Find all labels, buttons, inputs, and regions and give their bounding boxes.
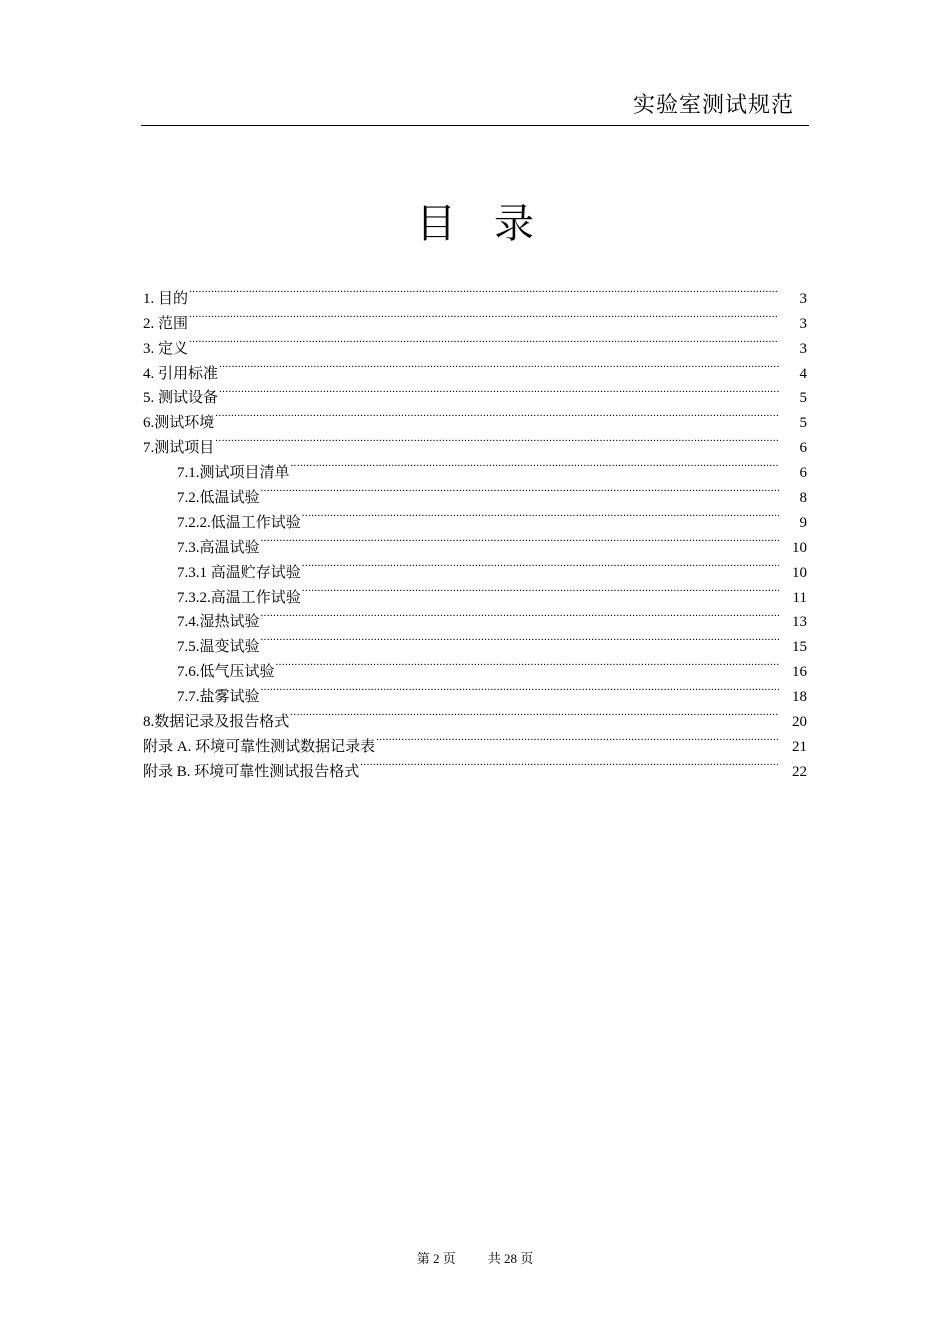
toc-dot-leader	[261, 626, 779, 651]
toc-dot-leader	[219, 353, 779, 378]
toc-entry-page: 9	[799, 514, 807, 531]
toc-heading	[0, 192, 950, 249]
toc-dot-leader	[189, 278, 779, 303]
toc-entry-label: 8.数据记录及报告格式	[143, 714, 290, 731]
toc-dot-leader	[219, 378, 779, 403]
toc-entry-label: 7.3.2.高温工作试验	[177, 589, 301, 606]
toc-entry-page: 5	[799, 390, 807, 407]
table-of-contents	[143, 278, 807, 780]
toc-entry-page: 6	[799, 465, 807, 482]
toc-entry-label: 6.测试环境	[143, 415, 215, 432]
toc-entry[interactable]	[143, 328, 807, 357]
toc-entry[interactable]	[143, 378, 807, 407]
toc-entry-label: 7.5.温变试验	[177, 639, 260, 656]
page-number: 第 2 页	[416, 1251, 456, 1266]
toc-dot-leader	[261, 676, 779, 701]
toc-entry-label: 1. 目的	[143, 290, 189, 307]
toc-entry-label: 5. 测试设备	[143, 390, 219, 407]
toc-heading-char-1: 目	[416, 201, 456, 246]
toc-entry-page: 16	[792, 664, 807, 681]
toc-entry-label: 7.1.测试项目清单	[177, 465, 290, 482]
toc-dot-leader	[302, 552, 779, 577]
toc-entry-label: 7.2.低温试验	[177, 490, 260, 507]
toc-entry-page: 3	[799, 315, 807, 332]
toc-entry-label: 2. 范围	[143, 315, 189, 332]
toc-dot-leader	[261, 602, 779, 627]
toc-entry[interactable]	[143, 402, 807, 432]
toc-entry[interactable]	[143, 427, 807, 457]
document-title: 实验室测试规范	[632, 92, 794, 117]
toc-entry-page: 22	[792, 763, 807, 780]
toc-entry-page: 8	[799, 490, 807, 507]
toc-entry-page: 20	[792, 714, 807, 731]
toc-dot-leader	[360, 751, 779, 776]
page-total: 共 28 页	[487, 1251, 534, 1266]
toc-entry[interactable]	[143, 353, 807, 382]
toc-entry-label: 7.3.高温试验	[177, 539, 260, 556]
toc-heading-char-2: 录	[494, 201, 534, 246]
toc-dot-leader	[302, 502, 779, 527]
toc-entry-label: 7.2.2.低温工作试验	[177, 514, 301, 531]
toc-entry-page: 10	[792, 539, 807, 556]
toc-entry-page: 10	[792, 564, 807, 581]
toc-dot-leader	[261, 527, 779, 552]
toc-entry-page: 11	[792, 589, 807, 606]
toc-entry-page: 4	[799, 365, 807, 382]
toc-entry-page: 13	[792, 614, 807, 631]
toc-entry-page: 21	[792, 738, 807, 755]
header-divider	[141, 125, 809, 126]
toc-entry-label: 3. 定义	[143, 340, 189, 357]
toc-entry-label: 7.3.1 高温贮存试验	[177, 564, 301, 581]
toc-dot-leader	[215, 402, 779, 427]
toc-dot-leader	[261, 477, 779, 502]
toc-dot-leader	[215, 427, 779, 452]
toc-entry-label: 附录 B. 环境可靠性测试报告格式	[143, 763, 360, 780]
toc-dot-leader	[302, 577, 779, 602]
toc-entry-label: 附录 A. 环境可靠性测试数据记录表	[143, 738, 376, 755]
toc-dot-leader	[290, 701, 779, 726]
toc-dot-leader	[291, 452, 779, 477]
toc-entry[interactable]	[143, 452, 807, 482]
toc-entry-label: 7.4.湿热试验	[177, 614, 260, 631]
page-footer	[0, 1248, 950, 1267]
toc-entry-page: 3	[799, 340, 807, 357]
toc-entry[interactable]	[143, 278, 807, 307]
toc-entry-page: 18	[792, 689, 807, 706]
toc-entry-page: 5	[799, 415, 807, 432]
toc-entry-label: 7.6.低气压试验	[177, 664, 275, 681]
toc-dot-leader	[376, 726, 779, 751]
toc-entry-label: 7.7.盐雾试验	[177, 689, 260, 706]
toc-entry-page: 6	[799, 440, 807, 457]
toc-dot-leader	[276, 651, 779, 676]
toc-entry-page: 3	[799, 290, 807, 307]
toc-dot-leader	[189, 328, 779, 353]
toc-entry-label: 4. 引用标准	[143, 365, 219, 382]
toc-entry[interactable]	[143, 303, 807, 332]
toc-dot-leader	[189, 303, 779, 328]
toc-entry-page: 15	[792, 639, 807, 656]
toc-entry-label: 7.测试项目	[143, 440, 215, 457]
